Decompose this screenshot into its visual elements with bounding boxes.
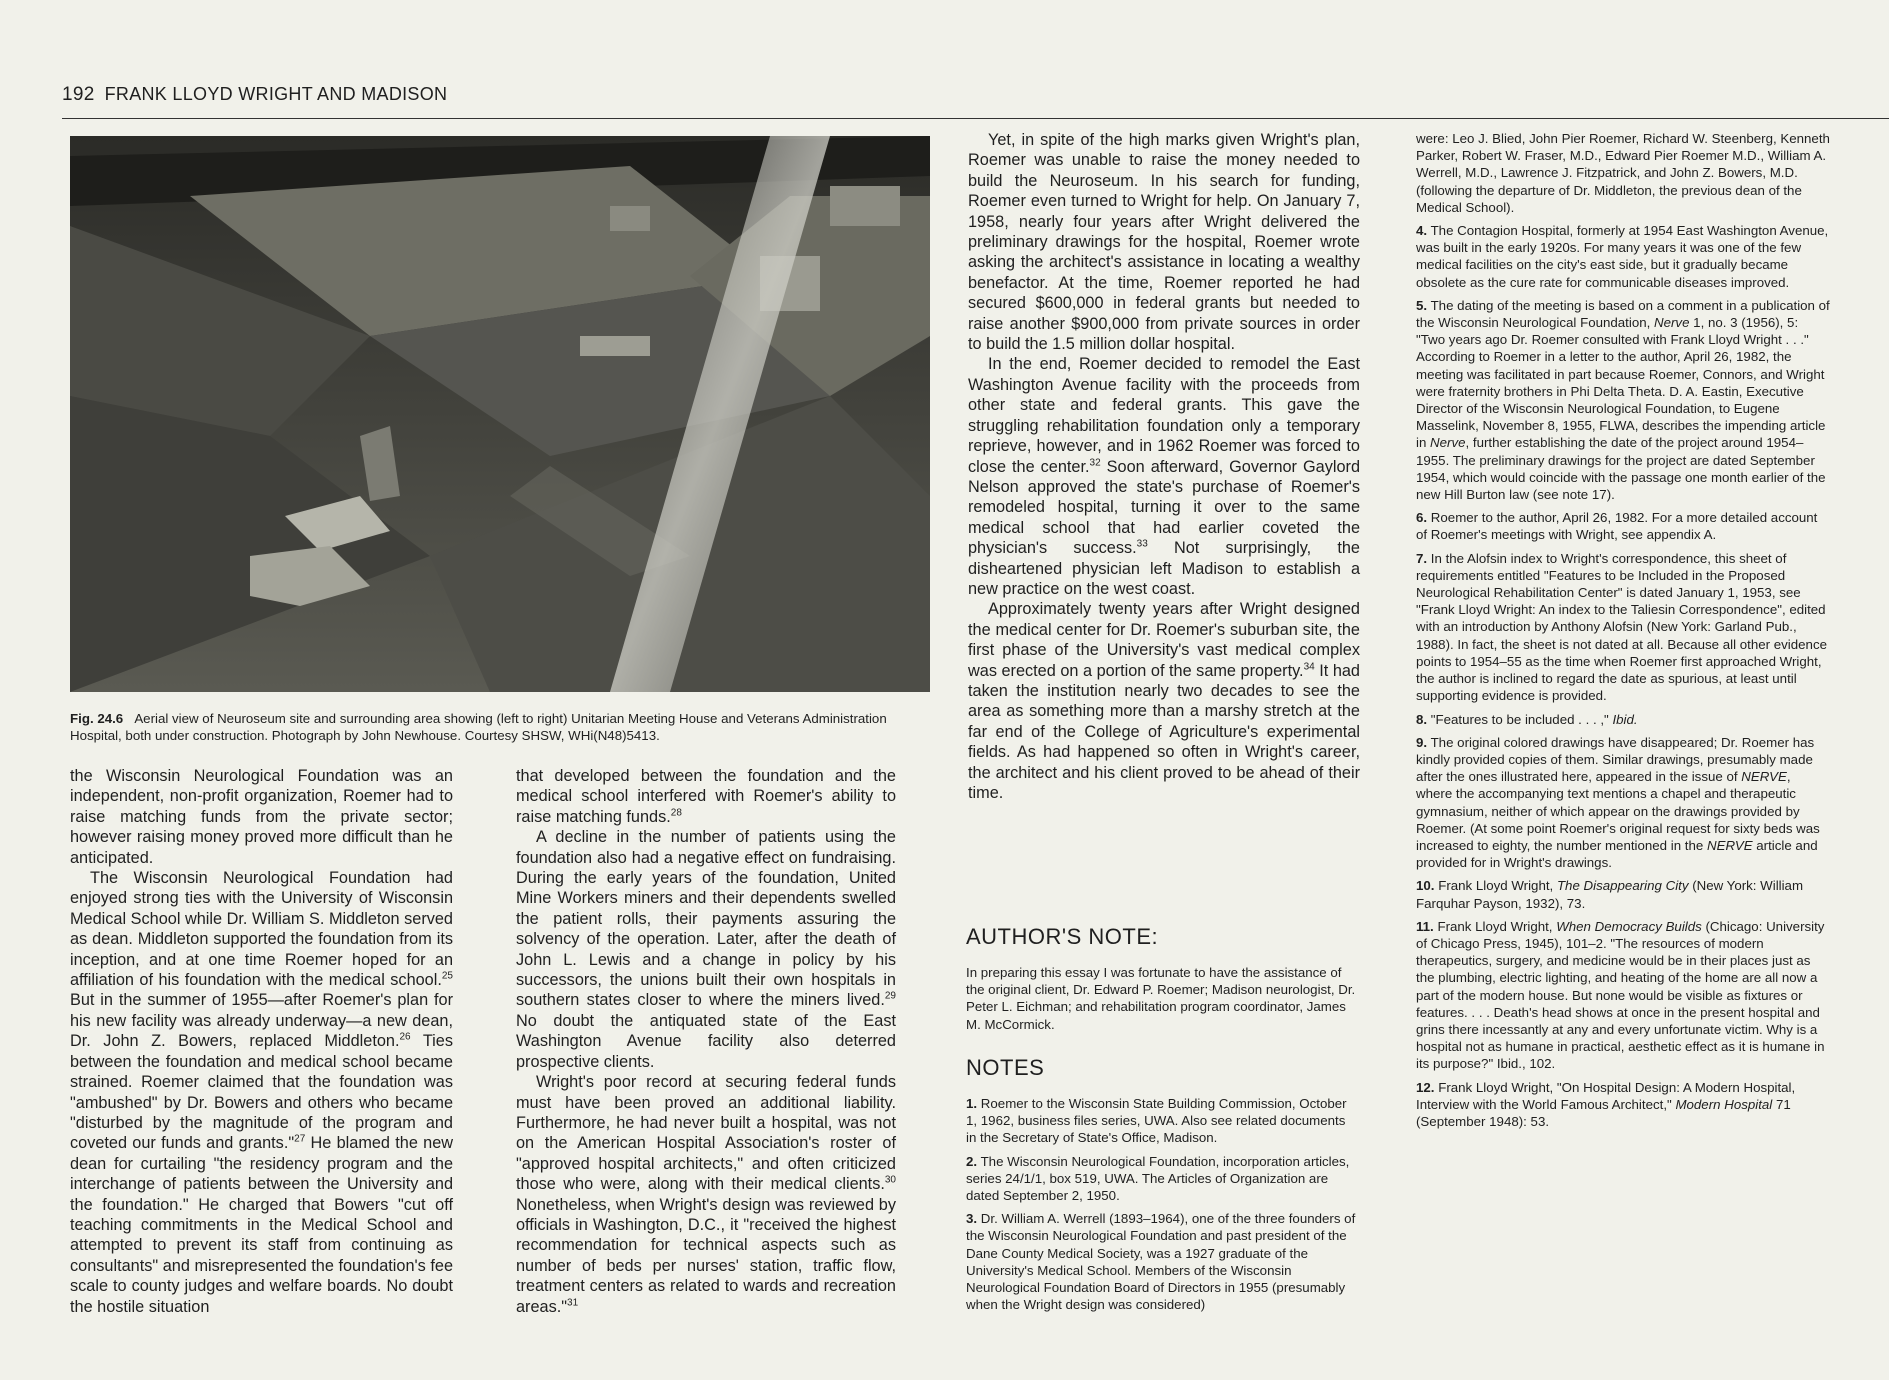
paragraph: Approximately twenty years after Wright designed the medical center for Dr. Roemer's suburban site, the first phase of the University's vast medical complex was erected on a portion of the same property.$^{34}$ It had taken the institution nearly two decades to see the area as something more than a marshy stretch at the far end of the College of Agriculture's experimental fields. As had happened so often in Wright's career, the architect and his client proved to be ahead of their time. (968, 600, 1360, 802)
note-item: 6. Roemer to the author, April 26, 1982. For a more detailed account of Roemer's meetings with Wright, see appendix A. (1416, 510, 1818, 543)
note-item: 2. The Wisconsin Neurological Foundation, incorporation articles, series 24/1/1, box 519, UWA. The Articles of Organization are dated September 2, 1950. (966, 1153, 1350, 1204)
header-rule (62, 118, 1889, 119)
note-item: 3. Dr. William A. Werrell (1893–1964), one of the three founders of the Wisconsin Neurological Foundation and past president of the Dane County Medical Society, was a 1927 graduate of the University's Medical School. Members of the Wisconsin Neurological Foundation Board of Directors in 1955 (presumably when the Wright design was considered) (966, 1211, 1356, 1313)
note-item: 4. The Contagion Hospital, formerly at 1954 East Washington Avenue, was built in the early 1920s. For many years it was one of the few medical facilities on the city's east side, but it gradually became obsolete as the cure rate for communicable diseases improved. (1416, 223, 1829, 290)
running-header (62, 84, 447, 106)
paragraph: A decline in the number of patients using the foundation also had a negative effect on fundraising. During the early years of the foundation, United Mine Workers miners and their dependents swelled the patient rolls, their payments assuring the solvency of the operation. Later, after the death of John L. Lewis and a change in policy by his successors, the unions built their own hospitals in southern states closer to where the miners lived.$^{29}$ No doubt the antiquated state of the East Washington Avenue facility also deterred prospective clients. (516, 828, 896, 1071)
body-column-1 (70, 766, 453, 1317)
figure-caption-text: Aerial view of Neuroseum site and surrounding area showing (left to right) Unitarian Meeting House and Veterans Administration Hospital, both under construction. Photograph by John Newhouse. Courtesy SHSW, WHi(N48)5413. (70, 711, 887, 743)
paragraph: The Wisconsin Neurological Foundation had enjoyed strong ties with the University of Wisconsin Medical School while Dr. William S. Middleton served as dean. Middleton supported the foundation from its inception, and at one time Roemer hoped for an affiliation of his foundation with the medical school.$^{25}$ But in the summer of 1955—after Roemer's plan for his new facility was already underway—a new dean, Dr. John Z. Bowers, replaced Middleton.$^{26}$ Ties between the foundation and medical school became strained. Roemer claimed that the foundation was "ambushed" by Dr. Bowers and others who became "disturbed by the magnitude of the program and coveted our funds and grants."$^{27}$ He blamed the new dean for curtailing "the residency program and the interchange of patients between the University and the foundation." He charged that Bowers "cut off teaching commitments in the Medical School and attempted to prevent its staff from continuing as consultants" and misrepresented the foundation's fee scale to county judges and welfare boards. No doubt the hostile situation (70, 869, 454, 1316)
notes-heading: NOTES (966, 1055, 1045, 1080)
note-item: 8. "Features to be included . . . ," Ibid. (1416, 711, 1638, 727)
body-column-3 (968, 130, 1360, 803)
paragraph: the Wisconsin Neurological Foundation was an independent, non-profit organization, Roemer had to raise matching funds from the private sector; however raising money proved more difficult than he anticipated. (70, 767, 453, 867)
note-item: 7. In the Alofsin index to Wright's correspondence, this sheet of requirements entitled "Features to be Included in the Proposed Neurological Rehabilitation Center" is dated January 1, 1953, see "Frank Lloyd Wright: An index to the Taliesin Correspondence", edited with an introduction by Anthony Alofsin (New York: Garland Pub., 1988). In fact, the sheet is not dated at all. Because all other evidence points to 1954–55 as the time when Roemer first approached Wright, the author is inclined to regard the date as spurious, at least until supporting evidence is provided. (1416, 550, 1827, 704)
note-continuation: were: Leo J. Blied, John Pier Roemer, Richard W. Steenberg, Kenneth Parker, Robert W. Fraser, M.D., Edward Pier Roemer M.D., William A. Werrell, M.D., Lawrence J. Fitzpatrick, and John Z. Bowers, M.D. (following the departure of Dr. Middleton, the previous dean of the Medical School). (1416, 131, 1830, 215)
paragraph: that developed between the foundation and the medical school interfered with Roemer's ability to raise matching funds.$^{28}$ (516, 767, 896, 826)
aerial-photograph (70, 136, 930, 692)
paragraph: Yet, in spite of the high marks given Wright's plan, Roemer was unable to raise the money needed to build the Neuroseum. In his search for funding, Roemer even turned to Wright for help. On January 7, 1958, nearly four years after Wright delivered the preliminary drawings for the hospital, Roemer wrote asking the architect's assistance in locating a wealthy benefactor. At the time, Roemer reported he had secured $600,000 in federal grants but needed to raise another $900,000 from private sources in order to build the 1.5 million dollar hospital. (968, 131, 1360, 354)
notes-section (966, 1055, 1358, 1319)
page-number: 192 (62, 84, 95, 105)
paragraph: In the end, Roemer decided to remodel the East Washington Avenue facility with the proceeds from other state and federal grants. This gave the struggling rehabilitation foundation only a temporary reprieve, however, and in 1962 Roemer was forced to close the center.$^{32}$ Soon afterward, Governor Gaylord Nelson approved the state's purchase of Roemer's remodeled hospital, turning it over to the same medical school that had earlier coveted the physician's success.$^{33}$ Not surprisingly, the disheartened physician left Madison to establish a new practice on the west coast. (968, 355, 1360, 598)
note-item: 1. Roemer to the Wisconsin State Building Commission, October 1, 1962, business files series, UWA. Also see related documents in the Secretary of State's Office, Madison. (966, 1096, 1347, 1146)
note-item: 10. Frank Lloyd Wright, The Disappearing City (New York: William Farquhar Payson, 1932), 73. (1416, 878, 1804, 911)
authors-note-section (966, 924, 1358, 1033)
body-column-2 (516, 766, 896, 1317)
note-item: 5. The dating of the meeting is based on a comment in a publication of the Wisconsin Neurological Foundation, Nerve 1, no. 3 (1956), 5: "Two years ago Dr. Roemer consulted with Frank Lloyd Wright . . ." According to Roemer in a letter to the author, April 26, 1982, the meeting was facilitated in part because Roemer, Connors, and Wright were fraternity brothers in Phi Delta Theta. D. A. Eastin, Executive Director of the Wisconsin Neurological Foundation, to Eugene Masselink, November 8, 1955, FLWA, describes the impending article in Nerve, further establishing the date of the project around 1954–1955. The preliminary drawings for the project are dated September 1954, which would coincide with the passage one month earlier of the new Hill Burton law (see note 17). (1416, 297, 1830, 503)
paragraph: Wright's poor record at securing federal funds must have been proved an additional liability. Furthermore, he had never built a hospital, was not on the American Hospital Association's roster of "approved hospital architects," and often criticized those who were, along with their medical clients.$^{30}$ Nonetheless, when Wright's design was reviewed by officials in Washington, D.C., it "received the highest recommendation for technical aspects such as number of beds per nurses' station, traffic flow, treatment centers as related to wards and recreation areas."$^{31}$ (516, 1073, 896, 1316)
notes-column-4 (1416, 130, 1830, 1136)
authors-note-heading: AUTHOR'S NOTE: (966, 924, 1159, 949)
running-title: FRANK LLOYD WRIGHT AND MADISON (104, 84, 448, 104)
note-item: 9. The original colored drawings have disappeared; Dr. Roemer has kindly provided copies of them. Similar drawings, presumably made after the ones illustrated here, appeared in the issue of NERVE, where the accompanying text mentions a chapel and therapeutic gymnasium, neither of which appear on the drawings provided by Roemer. (At some point Roemer's original request for sixty beds was increased to eighty, the number mentioned in the NERVE article and provided for in Wright's drawings. (1416, 734, 1820, 871)
figure-caption (70, 710, 930, 744)
note-item: 11. Frank Lloyd Wright, When Democracy Builds (Chicago: University of Chicago Press, 1945), 101–2. "The resources of modern therapeutics, surgery, and medicine would be in their places just as the plumbing, electric lighting, and heating of the home are all now a part of the modern house. But none would be visible as fixtures or features. . . . Death's head shows at once in the present hospital and grins there incessantly at any and every unfortunate victim. Why is a hospital not as humane in practical, aesthetic effect as it is humane in its purpose?" Ibid., 102. (1416, 918, 1825, 1072)
authors-note-text: In preparing this essay I was fortunate to have the assistance of the original client, Dr. Edward P. Roemer; Madison neurologist, Dr. Peter L. Eichman; and rehabilitation program coordinator, James M. McCormick. (966, 965, 1356, 1032)
figure-label: Fig. 24.6 (70, 711, 124, 726)
note-item: 12. Frank Lloyd Wright, "On Hospital Design: A Modern Hospital, Interview with the World Famous Architect," Modern Hospital 71 (September 1948): 53. (1416, 1079, 1796, 1129)
notes-list (966, 1095, 1358, 1313)
